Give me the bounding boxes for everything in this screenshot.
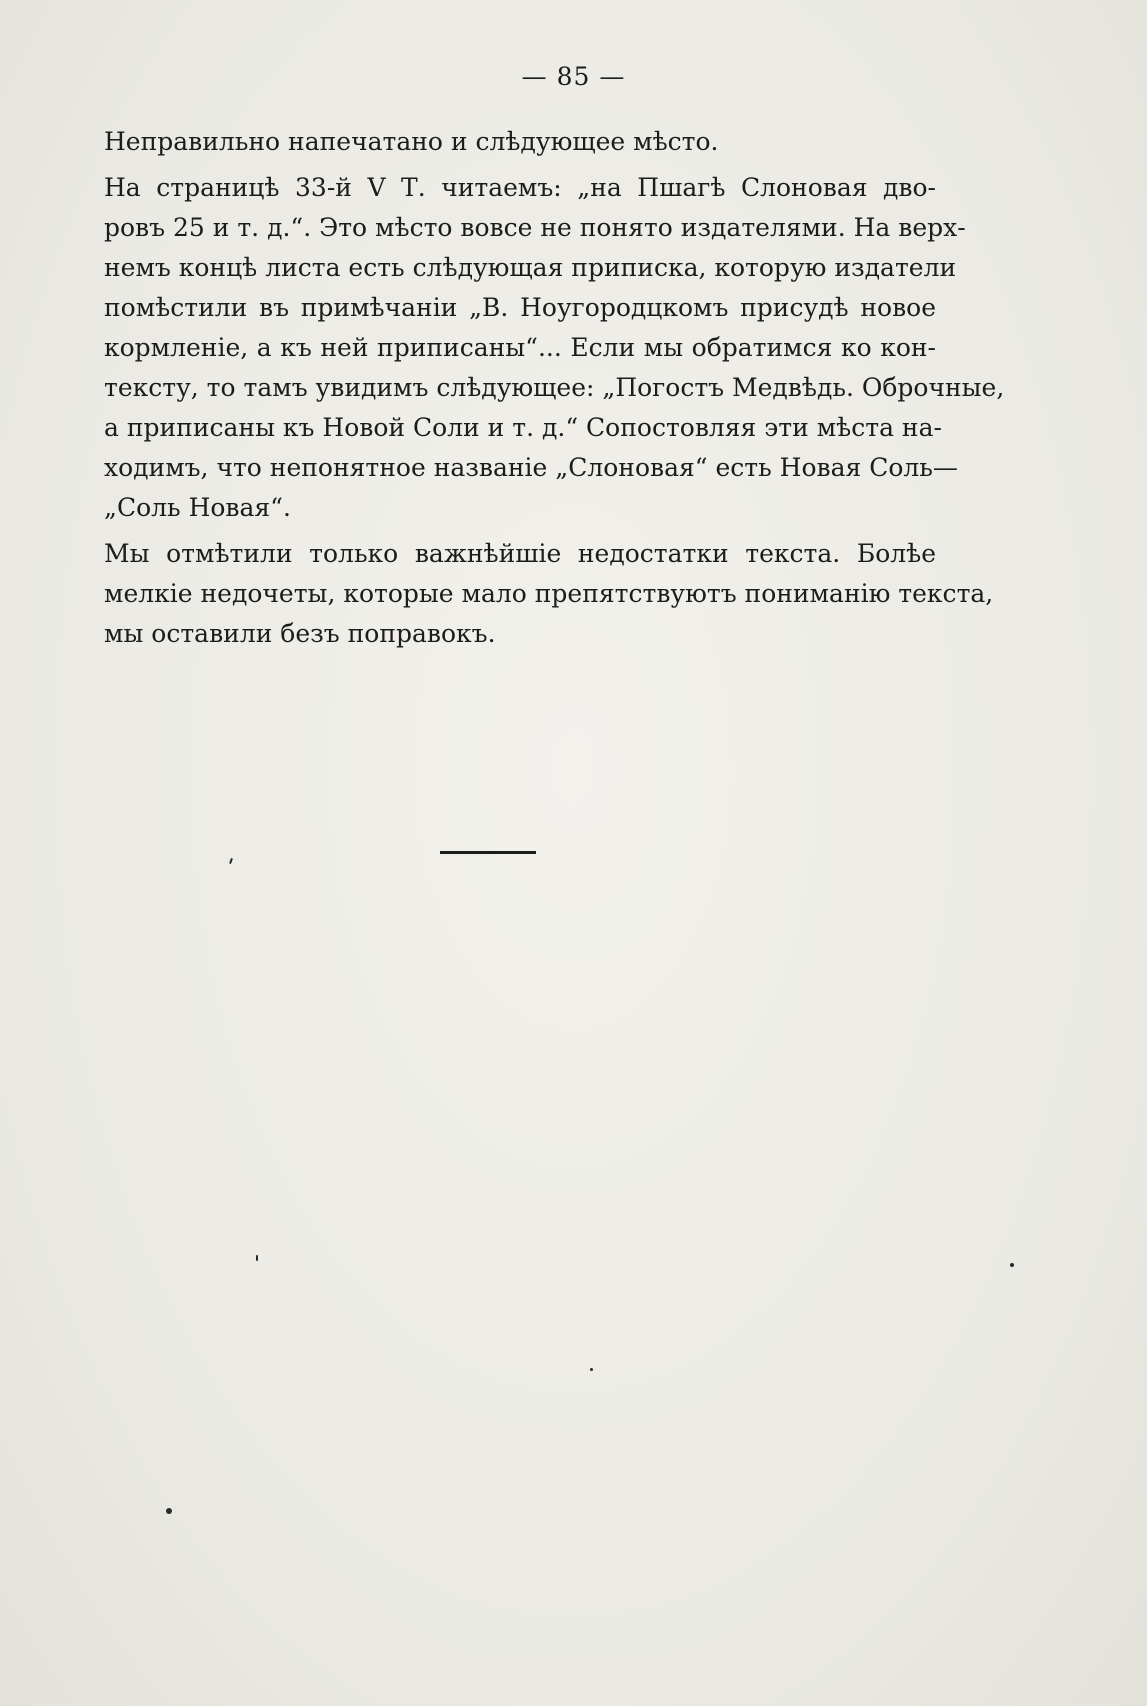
paragraph-2 — [104, 168, 1005, 528]
paragraph-3 — [104, 534, 994, 654]
text-line: мы оставили безъ поправокъ. — [104, 619, 496, 648]
text-line: ходимъ, что непонятное названiе „Слоновая“ есть Новая Соль— — [104, 453, 958, 482]
text-line: кормленiе, а къ ней приписаны“... Если мы обратимся ко кон- — [104, 333, 936, 362]
ink-speck — [229, 858, 233, 864]
ink-speck — [1010, 1263, 1014, 1267]
text-line: мелкiе недочеты, которые мало препятствуютъ пониманiю текста, — [104, 579, 994, 608]
paragraph-1 — [104, 122, 936, 162]
text-line: На страницѣ 33-й V Т. читаемъ: „на Пшагѣ Слоновая дво- — [104, 173, 936, 202]
text-line: помѣстили въ примѣчанiи „В. Ноугородцкомъ присудѣ новое — [104, 293, 936, 322]
body-text — [104, 122, 1005, 654]
ink-speck — [256, 1255, 258, 1261]
text-line: Неправильно напечатано и слѣдующее мѣсто. — [104, 127, 719, 156]
section-end-rule — [440, 851, 536, 854]
text-line: „Соль Новая“. — [104, 493, 291, 522]
text-line: Мы отмѣтили только важнѣйшiе недостатки текста. Болѣе — [104, 539, 936, 568]
text-line: ровъ 25 и т. д.“. Это мѣсто вовсе не понято издателями. На верх- — [104, 213, 966, 242]
ink-speck — [166, 1508, 172, 1514]
text-line: а приписаны къ Новой Соли и т. д.“ Сопостовляя эти мѣста на- — [104, 413, 942, 442]
text-line: тексту, то тамъ увидимъ слѣдующее: „Погостъ Медвѣдь. Оброчные, — [104, 373, 1005, 402]
text-line: немъ концѣ листа есть слѣдующая приписка, которую издатели — [104, 253, 957, 282]
page-number: — 85 — — [521, 62, 626, 91]
ink-speck — [590, 1368, 593, 1371]
